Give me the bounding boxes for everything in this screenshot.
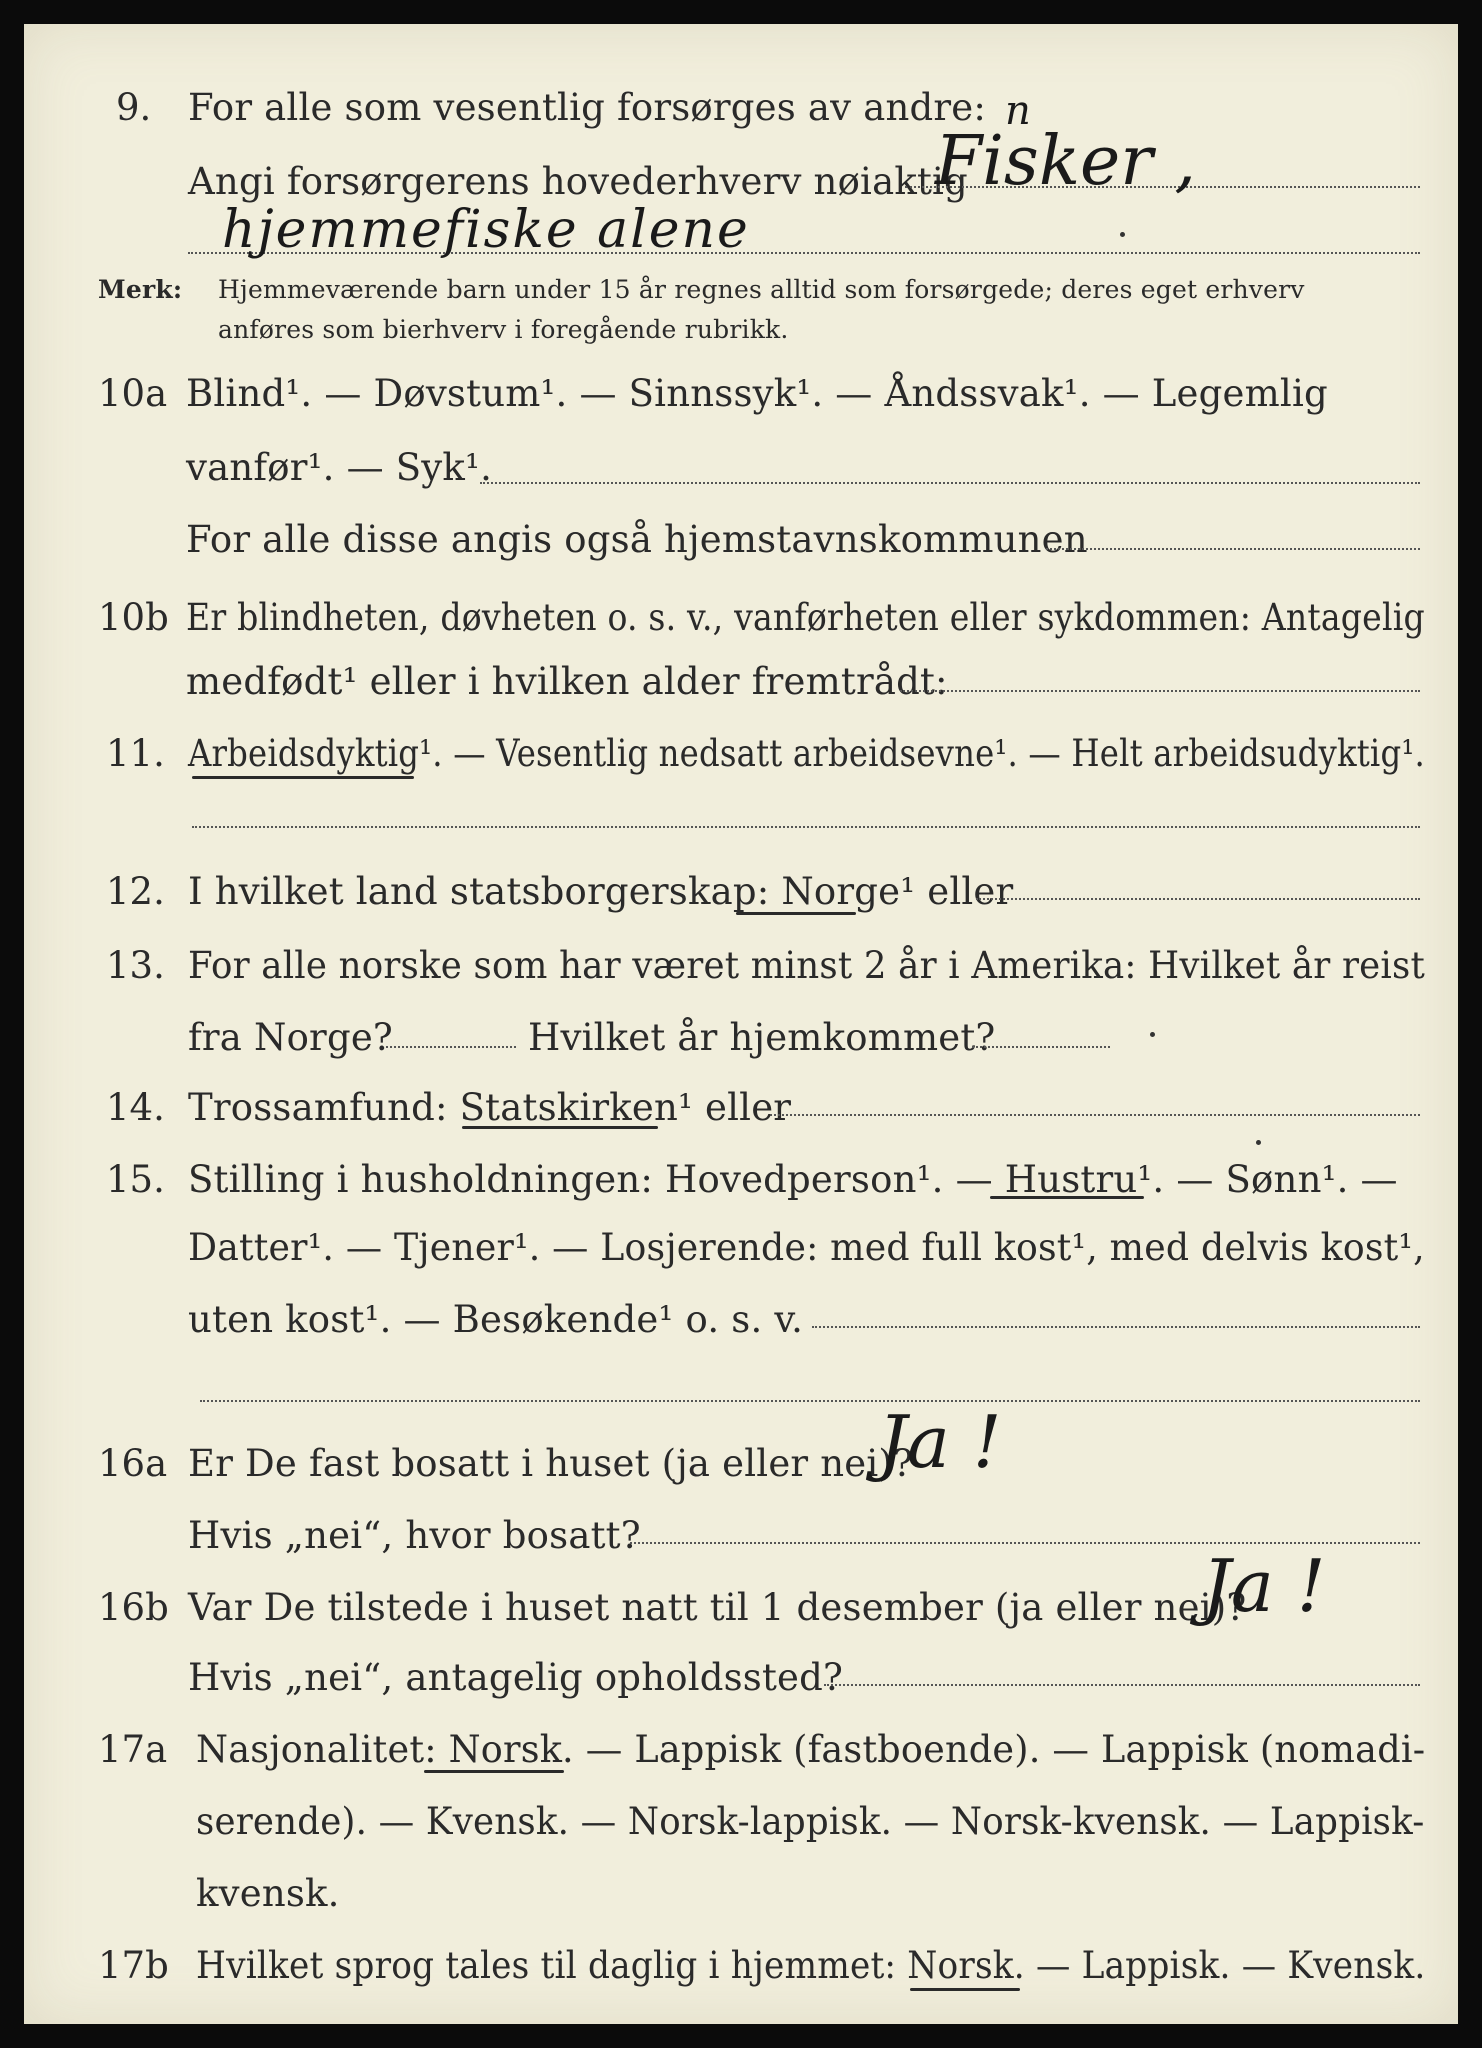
- question-text: Er De fast bosatt i huset (ja eller nei)?: [188, 1442, 914, 1485]
- question-text: Arbeidsdyktig¹. — Vesentlig nedsatt arbeidsevne¹. — Helt arbeidsudyktig¹.: [188, 732, 1425, 775]
- question-text: For alle disse angis også hjemstavnskommunen: [186, 518, 1088, 561]
- question-text: Var De tilstede i huset natt til 1 desember (ja eller nei)?: [188, 1586, 1247, 1629]
- handwritten-underline: [192, 776, 414, 779]
- question-text: Er blindheten, døvheten o. s. v., vanførheten eller sykdommen: Antagelig: [186, 596, 1425, 639]
- question-number: 17a: [98, 1728, 168, 1771]
- answer-line[interactable]: [1046, 548, 1420, 550]
- question-text: Stilling i husholdningen: Hovedperson¹. — Hustru¹. — Sønn¹. —: [188, 1158, 1398, 1201]
- answer-line[interactable]: [824, 1684, 1420, 1686]
- handwritten-answer: Ja !: [878, 1400, 1002, 1484]
- handwritten-underline: [910, 1988, 1020, 1991]
- handwritten-mark: n: [1005, 88, 1031, 134]
- question-number: 9.: [116, 86, 152, 129]
- question-number: 12.: [106, 870, 165, 913]
- question-number: 14.: [106, 1086, 165, 1129]
- ink-dot: [1150, 1032, 1155, 1037]
- question-text: uten kost¹. — Besøkende¹ o. s. v.: [188, 1298, 804, 1341]
- question-number: 11.: [106, 732, 165, 775]
- question-text: Hvilket år hjemkommet?: [528, 1016, 996, 1059]
- question-number: 16a: [98, 1442, 168, 1485]
- question-text: Hvis „nei“, hvor bosatt?: [188, 1514, 641, 1557]
- question-text: fra Norge?: [188, 1016, 393, 1059]
- question-text: For alle som vesentlig forsørges av andre:: [188, 86, 987, 129]
- question-text: vanfør¹. — Syk¹.: [186, 446, 493, 489]
- answer-line[interactable]: [972, 1046, 1110, 1048]
- question-text: Hvis „nei“, antagelig opholdssted?: [188, 1656, 844, 1699]
- note-text: anføres som bierhverv i foregående rubrikk.: [218, 315, 789, 344]
- question-number: 16b: [98, 1586, 169, 1629]
- handwritten-answer: Ja !: [1202, 1544, 1326, 1628]
- answer-line[interactable]: [192, 826, 1420, 828]
- question-number: 15.: [106, 1158, 165, 1201]
- answer-line[interactable]: [480, 482, 1420, 484]
- question-text: Trossamfund: Statskirken¹ eller: [188, 1086, 792, 1129]
- question-text: Datter¹. — Tjener¹. — Losjerende: med full kost¹, med delvis kost¹,: [188, 1226, 1425, 1269]
- question-text: medfødt¹ eller i hvilken alder fremtrådt:: [186, 660, 948, 703]
- note-text: Hjemmeværende barn under 15 år regnes alltid som forsørgede; deres eget erhverv: [218, 275, 1305, 304]
- ink-dot: [1120, 232, 1125, 237]
- handwritten-underline: [990, 1196, 1144, 1199]
- question-number: 10a: [98, 372, 168, 415]
- answer-line[interactable]: [200, 1400, 1420, 1402]
- handwritten-underline: [736, 912, 856, 915]
- handwritten-underline: [424, 1770, 564, 1773]
- answer-line[interactable]: [386, 1046, 516, 1048]
- question-text: serende). — Kvensk. — Norsk-lappisk. — Norsk-kvensk. — Lappisk-: [196, 1800, 1425, 1843]
- question-text: Angi forsørgerens hovederhverv nøiaktig: [188, 160, 968, 203]
- question-text: I hvilket land statsborgerskap: Norge¹ eller: [188, 870, 1014, 913]
- answer-line[interactable]: [812, 1326, 1420, 1328]
- question-number: 17b: [98, 1944, 169, 1987]
- handwritten-underline: [462, 1126, 658, 1129]
- question-text: kvensk.: [196, 1872, 340, 1915]
- question-text: Hvilket sprog tales til daglig i hjemmet: Norsk. — Lappisk. — Kvensk.: [196, 1944, 1426, 1987]
- ink-dot: [1256, 1140, 1261, 1145]
- answer-line[interactable]: [976, 898, 1420, 900]
- handwritten-answer: Fisker ,: [935, 122, 1197, 201]
- question-text: Nasjonalitet: Norsk. — Lappisk (fastboende). — Lappisk (nomadi-: [196, 1728, 1426, 1771]
- note-label: Merk:: [98, 275, 183, 304]
- question-number: 10b: [98, 596, 169, 639]
- question-text: For alle norske som har været minst 2 år i Amerika: Hvilket år reist: [188, 944, 1425, 987]
- question-number: 13.: [106, 944, 165, 987]
- answer-line[interactable]: [900, 690, 1420, 692]
- answer-line[interactable]: [770, 1114, 1420, 1116]
- question-text: Blind¹. — Døvstum¹. — Sinnssyk¹. — Åndssvak¹. — Legemlig: [186, 372, 1328, 415]
- handwritten-answer: hjemmefiske alene: [222, 200, 750, 260]
